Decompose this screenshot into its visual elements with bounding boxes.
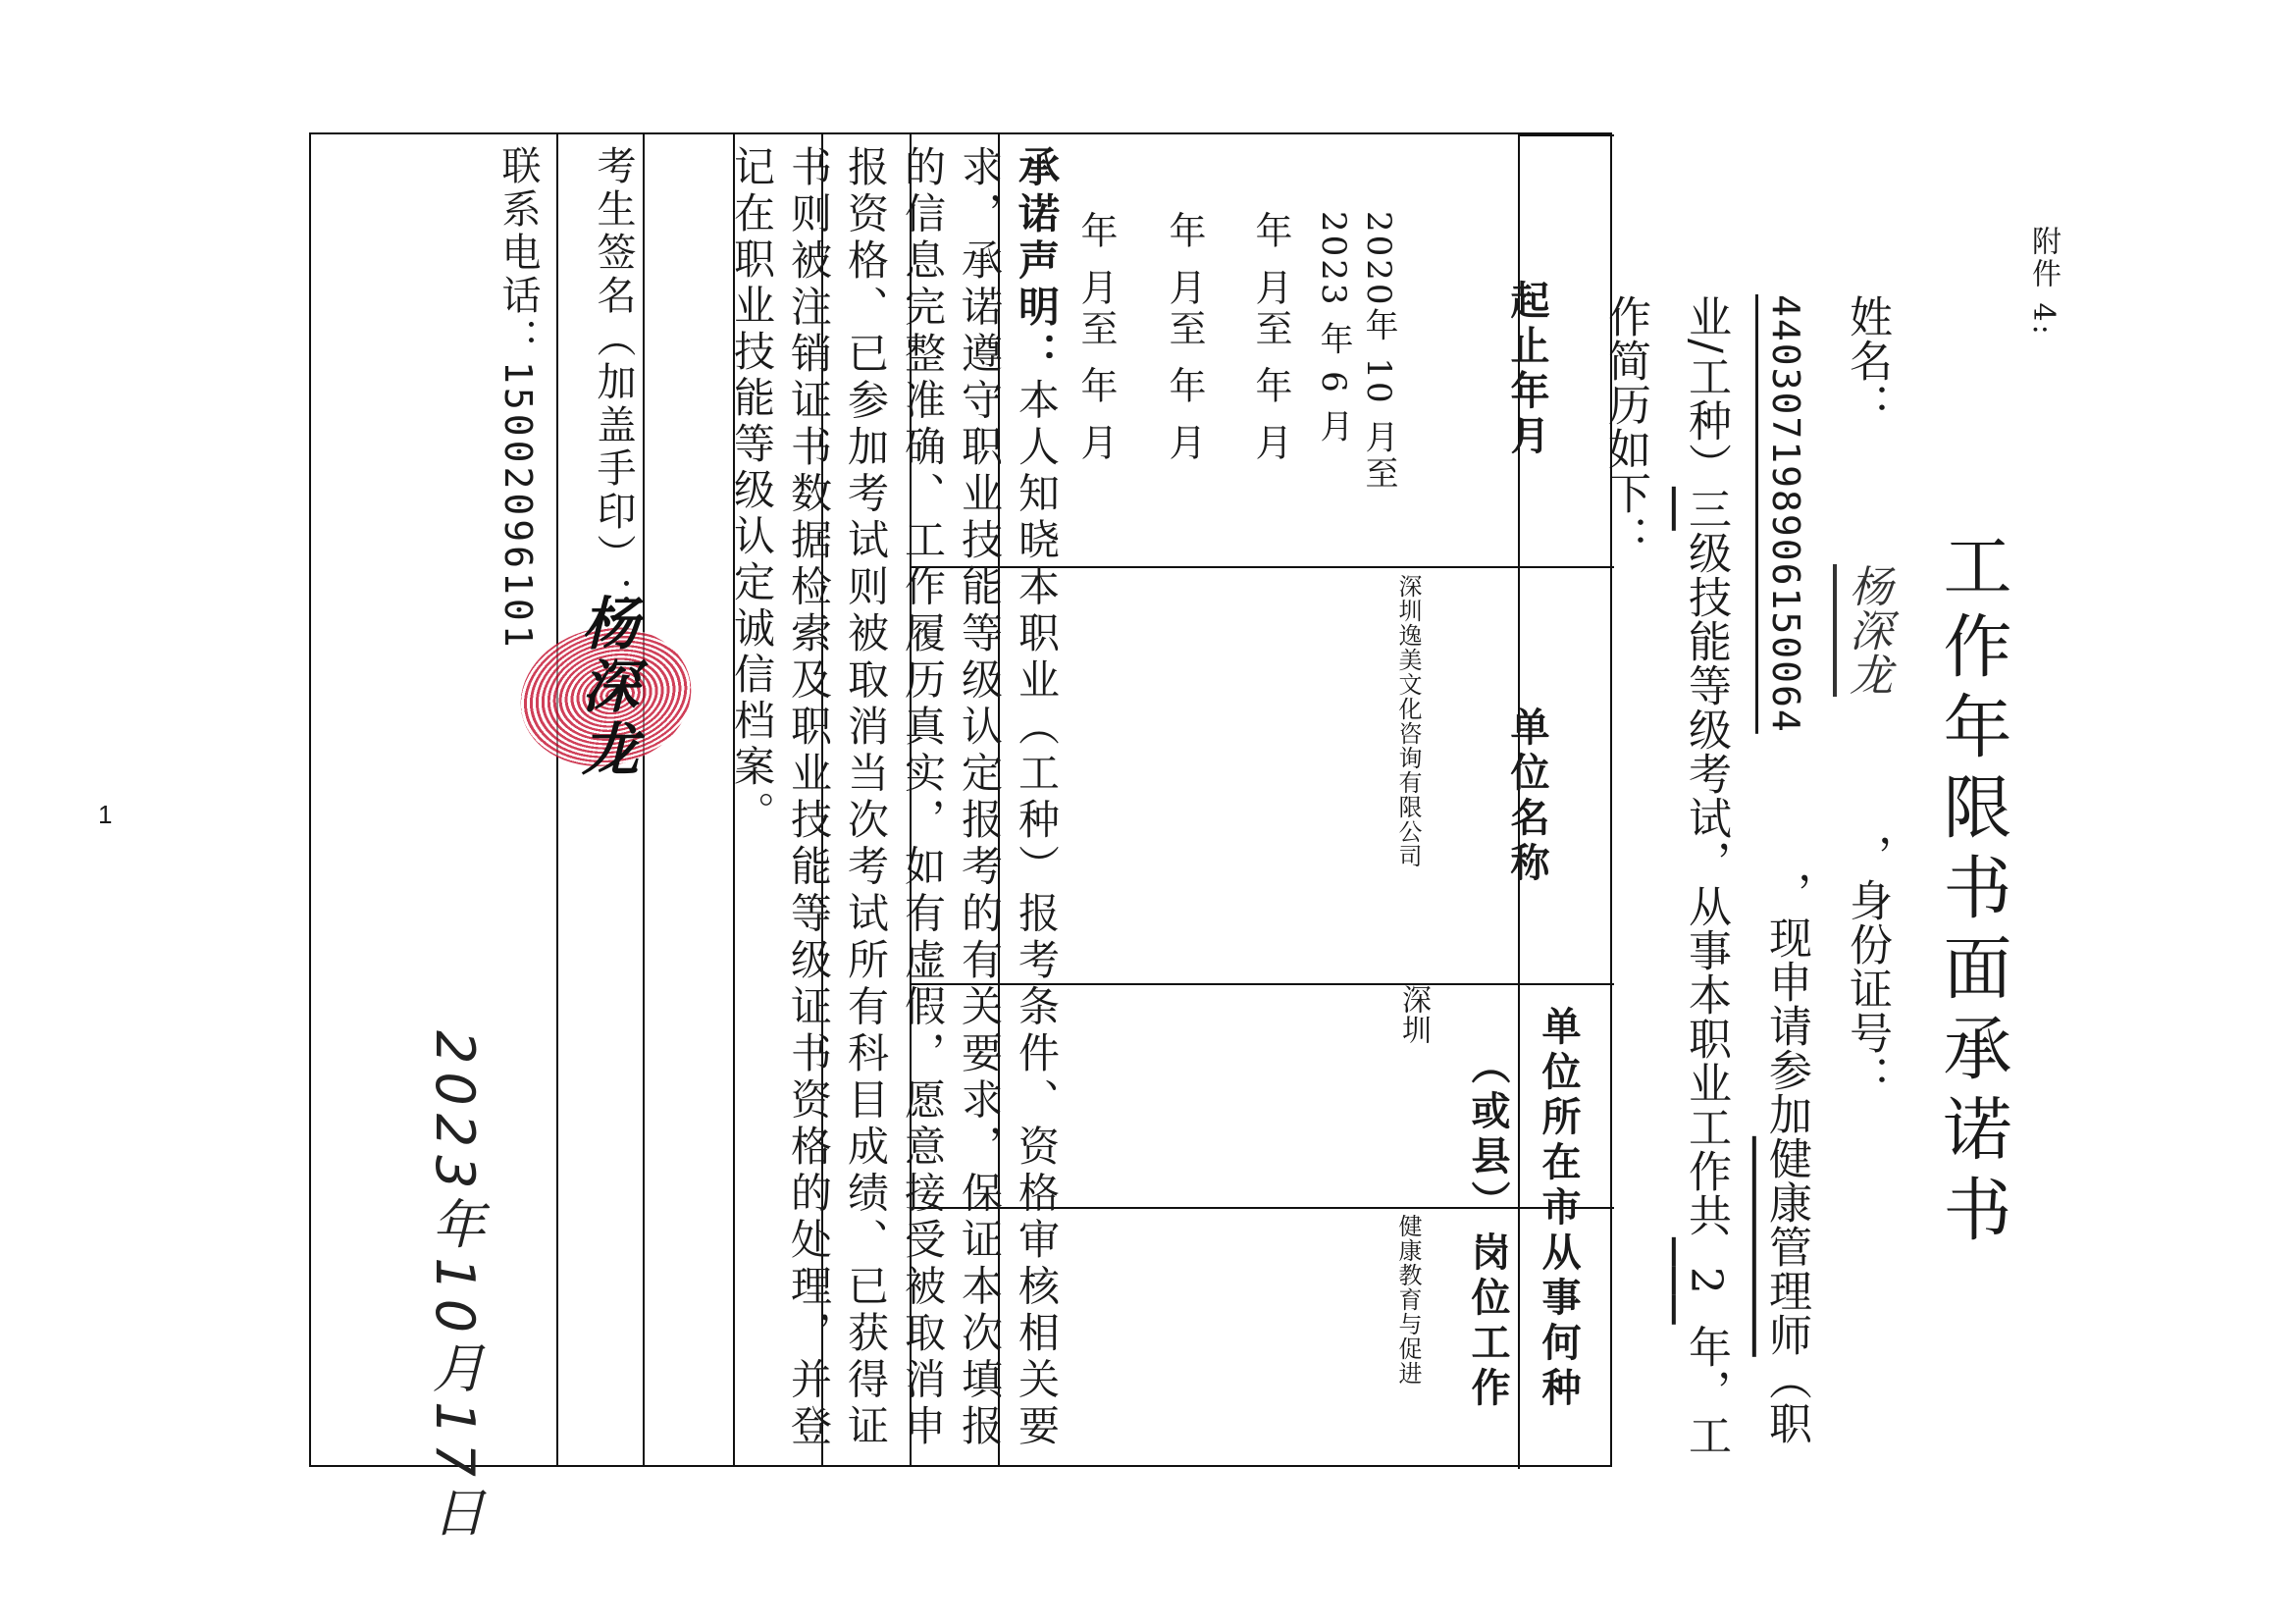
row1-period-line2: 2023 年 6 月: [1314, 211, 1353, 445]
row1-period-line1: 2020年 10 月至: [1359, 211, 1398, 493]
row3-period: 年 月至 年 月: [1163, 211, 1206, 465]
signature: 杨深龙: [572, 594, 639, 782]
phone-label: 联系电话：: [496, 145, 541, 361]
header-role-line2: 岗位工作: [1465, 1231, 1511, 1412]
phone-value: 15002096101: [496, 361, 540, 652]
header-role-line1: 从事何种: [1536, 1231, 1582, 1412]
intro-paragraph: [1585, 294, 1906, 1492]
id-value: 440307198906150064: [1764, 294, 1807, 734]
level-value: 三: [1681, 486, 1731, 531]
phone-line: [491, 145, 547, 652]
header-company: 单位名称: [1504, 707, 1550, 887]
name-value: 杨深龙: [1842, 564, 1892, 697]
id-label: ，身份证号：: [1842, 834, 1892, 1099]
table-divider: [643, 134, 645, 1465]
occupation-suffix: （职业/工种）: [1681, 294, 1811, 1445]
pledge-text: 本人知晓本职业（工种）报考条件、资格审核相关要求，承诺遵守职业技能等级认定报考的有关要求，保证本次填报的信息完整准确、工作履历真实，如有虚假，愿意接受被取消申报资格、已参加考试则被取消当次考试所有科目成绩、已获得证书则被注销证书数据检索及职业技能等级证书资格的处理，并登记在职业技能等级认定诚信档案。: [728, 145, 1061, 1451]
years-value: 2: [1681, 1266, 1731, 1295]
apply-text: ，现申请参加: [1761, 870, 1811, 1136]
row1-role: 健康教育与促进: [1394, 1214, 1422, 1386]
years-prefix: 职业工作共: [1681, 1016, 1731, 1237]
page-number: 1: [98, 800, 113, 829]
row2-period: 年 月至 年 月: [1249, 211, 1292, 465]
row1-company: 深圳逸美文化咨询有限公司: [1394, 574, 1422, 868]
pledge-label: 承诺声明：: [1013, 145, 1061, 379]
occupation-value: 健康管理师: [1761, 1135, 1811, 1357]
row4-period: 年 月至 年 月: [1074, 211, 1118, 465]
signature-label: 考生签名（加盖手印）：: [591, 145, 636, 620]
header-city-line2: （或县）: [1465, 1045, 1511, 1226]
level-suffix: 级技能等级考试，从事本: [1681, 530, 1731, 1017]
years-suffix: 年，工作简历如下：: [1600, 294, 1731, 1457]
attachment-label: 附件 4:: [2026, 226, 2061, 338]
table-divider: [556, 134, 558, 1465]
row1-city: 深圳: [1396, 984, 1431, 1045]
header-city-line1: 单位所在市: [1536, 1006, 1582, 1231]
pledge-statement: [728, 145, 1065, 1451]
table-divider: [1518, 134, 1614, 136]
name-label: 姓名：: [1842, 294, 1892, 427]
page-title: 工作年限书面承诺书: [1932, 530, 2012, 1254]
signed-date: 2023年10月17日: [424, 1030, 486, 1545]
header-period: 起止年月: [1504, 280, 1550, 460]
